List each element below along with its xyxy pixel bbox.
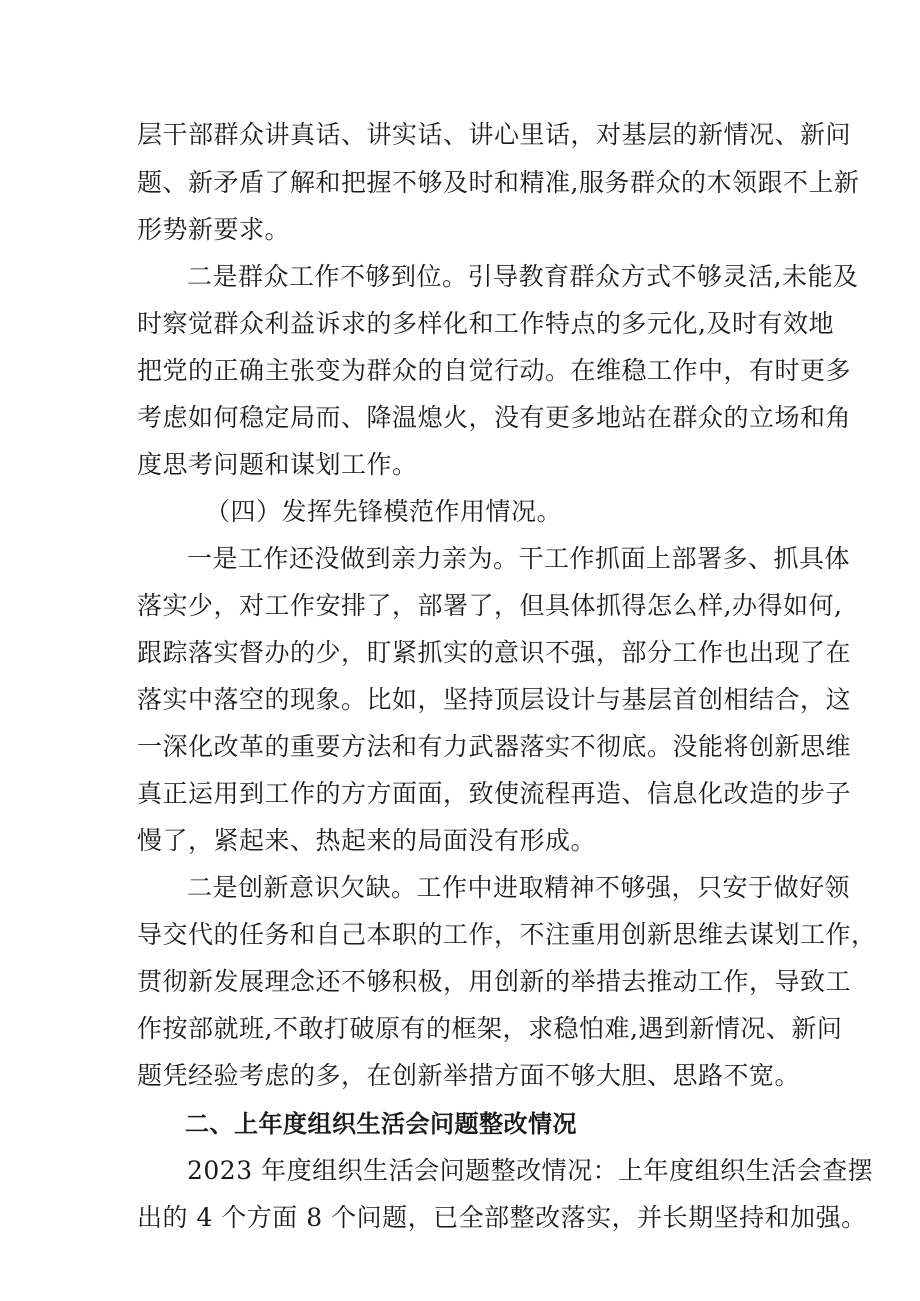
paragraph-line: 形势新要求。 [137, 215, 291, 244]
paragraph-line: 一是工作还没做到亲力亲为。干工作抓面上部署多、抓具体 [187, 544, 851, 573]
paragraph-line: 出的 4 个方面 8 个问题，已全部整改落实，并长期坚持和加强。 [137, 1203, 867, 1232]
paragraph-line: 层干部群众讲真话、讲实话、讲心里话，对基层的新情况、新问 [137, 120, 852, 149]
paragraph-line: 跟踪落实督办的少，盯紧抓实的意识不强，部分工作也出现了在 [137, 638, 852, 667]
paragraph-line: 题凭经验考虑的多，在创新举措方面不够大胆、思路不宽。 [137, 1061, 801, 1090]
paragraph-line: 二是创新意识欠缺。工作中进取精神不够强，只安于做好领 [187, 873, 851, 902]
paragraph-line: 把党的正确主张变为群众的自觉行动。在维稳工作中，有时更多 [137, 356, 852, 385]
paragraph-line: 时察觉群众利益诉求的多样化和工作特点的多元化,及时有效地 [137, 309, 834, 338]
paragraph-line: 贯彻新发展理念还不够积极，用创新的举措去推动工作，导致工 [137, 967, 852, 996]
paragraph-line: 落实少，对工作安排了，部署了，但具体抓得怎么样,办得如何, [137, 591, 843, 620]
section-heading: 二、上年度组织生活会问题整改情况 [185, 1110, 577, 1138]
paragraph-line: 落实中落空的现象。比如，坚持顶层设计与基层首创相结合，这 [137, 685, 852, 714]
subheading: （四）发挥先锋模范作用情况。 [205, 497, 563, 526]
paragraph-line: 2023 年度组织生活会问题整改情况：上年度组织生活会查摆 [187, 1156, 874, 1185]
paragraph-line: 考虑如何稳定局而、降温熄火，没有更多地站在群众的立场和角 [137, 403, 852, 432]
paragraph-line: 慢了，紧起来、热起来的局面没有形成。 [137, 826, 597, 855]
paragraph-line: 真正运用到工作的方方面面，致使流程再造、信息化改造的步子 [137, 779, 852, 808]
paragraph-line: 作按部就班,不敢打破原有的框架，求稳怕难,遇到新情况、新问 [137, 1014, 843, 1043]
paragraph-line: 二是群众工作不够到位。引导教育群众方式不够灵活,未能及 [187, 262, 859, 291]
paragraph-line: 度思考问题和谋划工作。 [137, 450, 418, 479]
paragraph-line: 题、新矛盾了解和把握不够及时和精准,服务群众的木领跟不上新 [137, 168, 860, 197]
paragraph-line: 一深化改革的重要方法和有力武器落实不彻底。没能将创新思维 [137, 732, 852, 761]
paragraph-line: 导交代的任务和自己本职的工作，不注重用创新思维去谋划工作， [137, 920, 877, 949]
